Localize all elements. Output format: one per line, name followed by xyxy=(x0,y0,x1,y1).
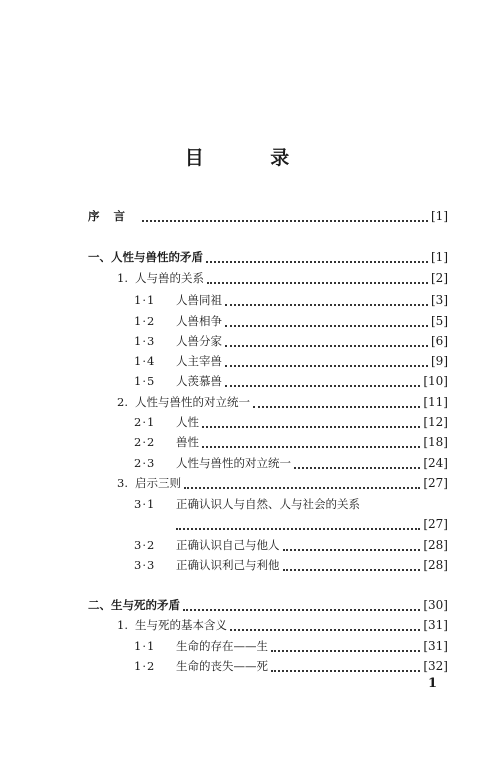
toc-entry-subsection[interactable] xyxy=(134,658,448,674)
toc-label: 正确认识自己与他人 xyxy=(176,538,280,552)
toc-leader xyxy=(183,599,420,611)
toc-leader xyxy=(206,251,428,263)
toc-leader xyxy=(271,640,420,652)
toc-number: 3. xyxy=(117,476,128,490)
toc-entry-subsection[interactable] xyxy=(134,557,448,573)
toc-entry-subsection[interactable] xyxy=(134,373,448,389)
toc-number: 2·3 xyxy=(134,456,156,470)
toc-leader xyxy=(253,396,420,408)
toc-entry-subsection[interactable] xyxy=(134,537,448,553)
toc-number: 1·1 xyxy=(134,639,156,653)
toc-leader xyxy=(202,416,420,428)
toc-leader xyxy=(225,335,428,347)
toc-entry-section-2[interactable] xyxy=(117,394,448,410)
toc-label: 人兽同祖 xyxy=(176,293,222,307)
toc-number: 1·1 xyxy=(134,293,156,307)
toc-label: 正确认识利己与利他 xyxy=(176,558,280,572)
toc-page: [5] xyxy=(431,314,448,328)
toc-label: 人主宰兽 xyxy=(176,354,222,368)
toc-leader xyxy=(225,315,428,327)
toc-page: [28] xyxy=(423,558,448,572)
page-title: 目 录 xyxy=(184,147,320,169)
toc-entry-subsection[interactable] xyxy=(134,333,448,349)
toc-label: 人性与兽性的矛盾 xyxy=(111,250,203,264)
toc-entry-subsection[interactable] xyxy=(134,353,448,369)
toc-entry-subsection[interactable] xyxy=(134,313,448,329)
toc-number: 1·2 xyxy=(134,659,156,673)
toc-leader xyxy=(283,559,421,571)
toc-label: 人与兽的关系 xyxy=(135,271,204,285)
toc-page: [9] xyxy=(431,354,448,368)
toc-leader xyxy=(294,457,420,469)
toc-page: [3] xyxy=(431,293,448,307)
toc-entry-section-3[interactable] xyxy=(117,475,448,491)
toc-leader xyxy=(225,355,428,367)
toc-page: [28] xyxy=(423,538,448,552)
toc-leader xyxy=(184,477,420,489)
toc-entry-subsection[interactable] xyxy=(134,638,448,654)
toc-page: [24] xyxy=(423,456,448,470)
toc-entry-subsection[interactable] xyxy=(134,434,448,450)
toc-label: 生命的存在——生 xyxy=(176,639,268,653)
toc-number: 1·5 xyxy=(134,374,156,388)
toc-page: [31] xyxy=(423,639,448,653)
toc-number: 1·2 xyxy=(134,314,156,328)
toc-leader xyxy=(202,436,420,448)
toc-number: 3·2 xyxy=(134,538,156,552)
toc-number: 一、 xyxy=(88,250,111,264)
toc-page: [30] xyxy=(423,598,448,612)
toc-entry-chapter-1[interactable] xyxy=(88,249,448,265)
toc-page: [11] xyxy=(423,395,448,409)
toc-label: 生与死的基本含义 xyxy=(135,618,227,632)
toc-page: [1] xyxy=(431,250,448,264)
toc-leader xyxy=(142,210,428,222)
toc-label: 兽性 xyxy=(176,435,199,449)
toc-page: [12] xyxy=(423,415,448,429)
toc-entry-section-1[interactable] xyxy=(117,270,448,286)
toc-number: 3·3 xyxy=(134,558,156,572)
page-number: 1 xyxy=(428,676,438,691)
toc-leader xyxy=(176,518,420,530)
toc-number: 2·1 xyxy=(134,415,156,429)
toc-entry-subsection[interactable] xyxy=(134,496,448,512)
toc-number: 1·3 xyxy=(134,334,156,348)
toc-number: 1·4 xyxy=(134,354,156,368)
toc-leader xyxy=(207,272,428,284)
toc-number: 2·2 xyxy=(134,435,156,449)
toc-entry-chapter-2[interactable] xyxy=(88,597,448,613)
toc-label: 正确认识人与自然、人与社会的关系 xyxy=(176,497,360,511)
toc-entry-section-1[interactable] xyxy=(117,617,448,633)
toc-page: [2] xyxy=(431,271,448,285)
toc-label: 序言 xyxy=(88,209,139,223)
toc-label: 人兽相争 xyxy=(176,314,222,328)
toc-page: [10] xyxy=(423,374,448,388)
toc-entry-subsection[interactable] xyxy=(134,455,448,471)
toc-number: 1. xyxy=(117,618,128,632)
toc-page: [27] xyxy=(423,476,448,490)
toc-label: 生命的丧失——死 xyxy=(176,659,268,673)
toc-leader xyxy=(271,660,420,672)
toc-leader xyxy=(230,619,420,631)
toc-label: 人兽分家 xyxy=(176,334,222,348)
toc-label: 人性 xyxy=(176,415,199,429)
toc-label: 启示三则 xyxy=(135,476,181,490)
toc-page: [27] xyxy=(423,517,448,531)
toc-label: 人羡慕兽 xyxy=(176,374,222,388)
toc-number: 3·1 xyxy=(134,497,156,511)
toc-number: 1. xyxy=(117,271,128,285)
toc-entry-subsection[interactable] xyxy=(134,292,448,308)
toc-page: [31] xyxy=(423,618,448,632)
toc-page: [6] xyxy=(431,334,448,348)
toc-number: 二、 xyxy=(88,598,111,612)
toc-entry-continuation[interactable] xyxy=(176,516,448,532)
toc-page: [18] xyxy=(423,435,448,449)
toc-label: 生与死的矛盾 xyxy=(111,598,180,612)
toc-entry-subsection[interactable] xyxy=(134,414,448,430)
toc-leader xyxy=(283,539,421,551)
toc-label: 人性与兽性的对立统一 xyxy=(176,456,291,470)
toc-entry-preface[interactable] xyxy=(88,208,448,224)
toc-leader xyxy=(225,375,420,387)
toc-number: 2. xyxy=(117,395,128,409)
toc-page: [32] xyxy=(423,659,448,673)
toc-label: 人性与兽性的对立统一 xyxy=(135,395,250,409)
toc-page: [1] xyxy=(431,209,448,223)
toc-leader xyxy=(225,294,428,306)
